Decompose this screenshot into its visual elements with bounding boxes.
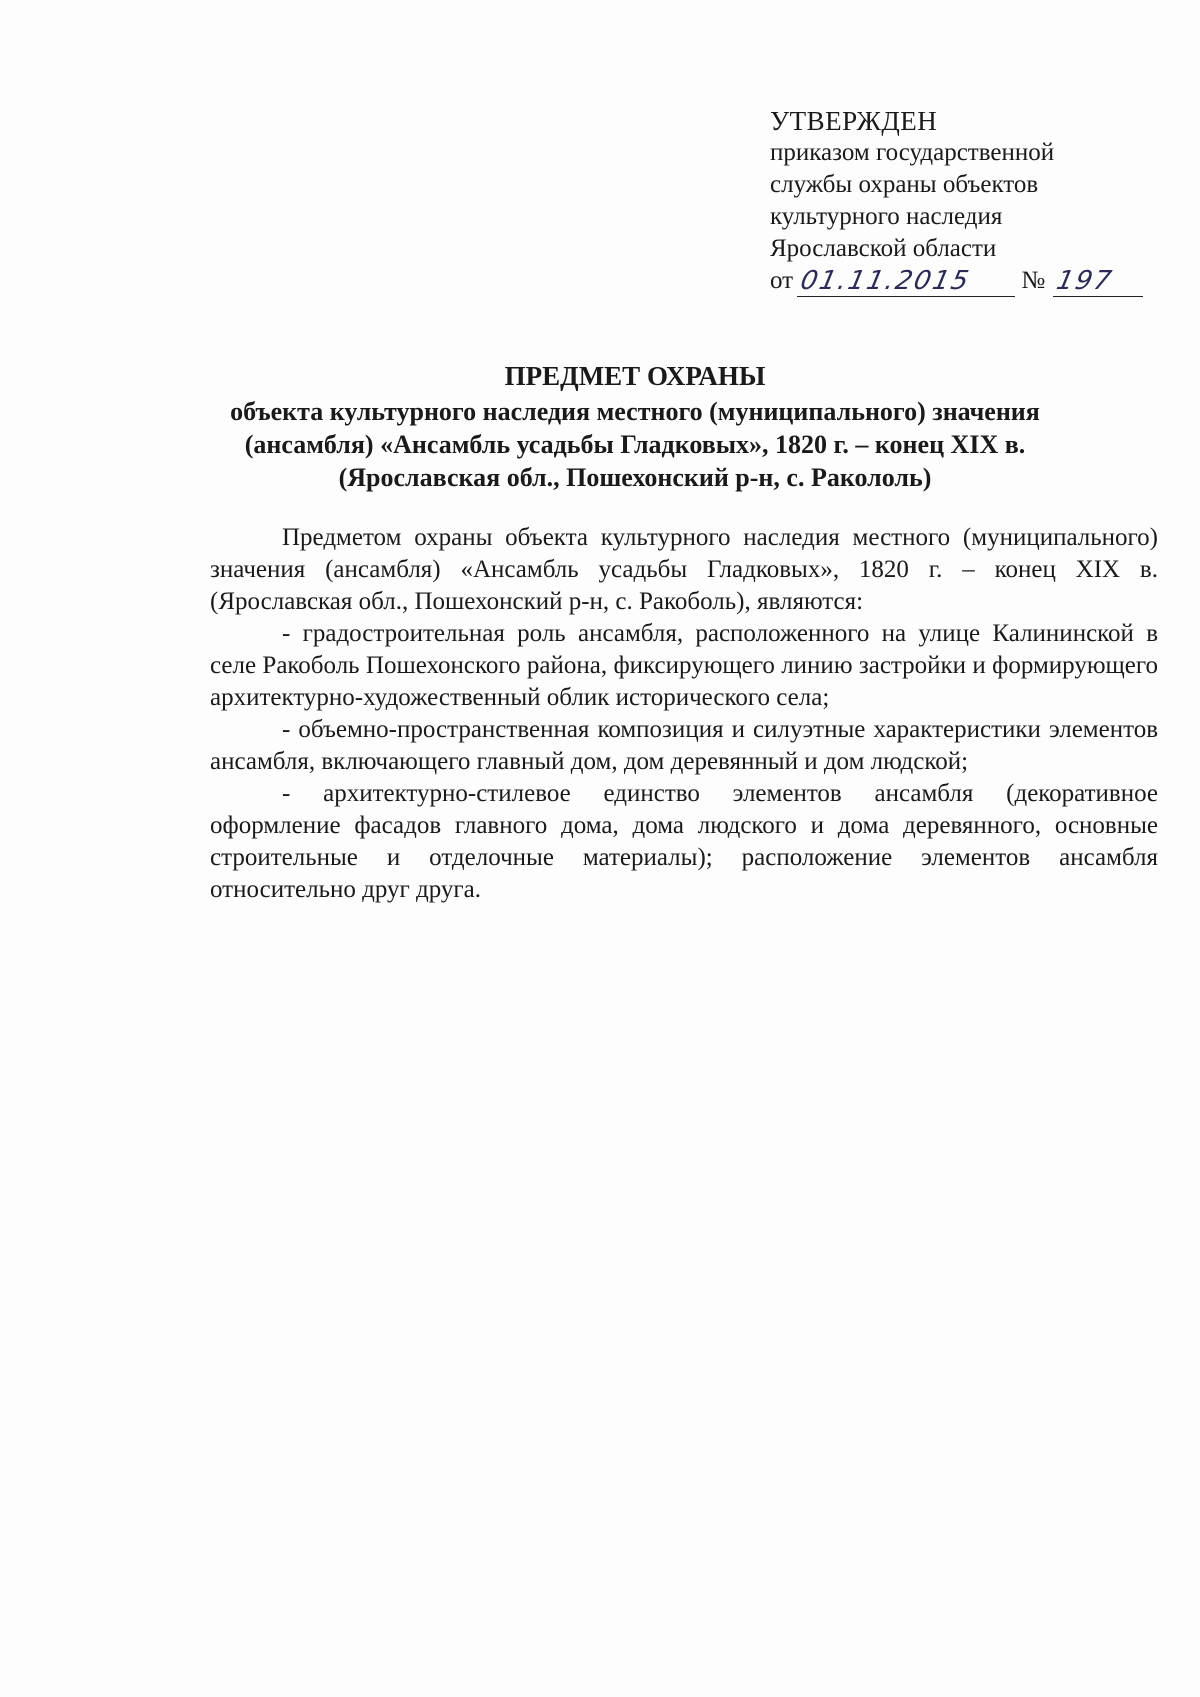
title-main: ПРЕДМЕТ ОХРАНЫ (504, 361, 766, 391)
approval-line-2: службы охраны объектов (770, 171, 1039, 198)
approval-line-3: культурного наследия (770, 203, 1003, 230)
number-prefix: № (1021, 267, 1046, 294)
protection-item-3: - архитектурно-стилевое единство элементов ансамбля (декоративное оформление фасадов главного дома, дома людского и дома деревянного, основные строительные и отделочные материалы); расположение элементов ансамбля относительно друг друга. (210, 780, 1158, 903)
title-line-3: (Ярославская обл., Пошехонский р-н, с. Ракололь) (338, 463, 932, 492)
handwritten-number: 197 (1054, 266, 1117, 296)
date-field (797, 266, 1015, 297)
document-title (200, 360, 1200, 494)
approval-date-number-row (770, 265, 1150, 299)
approval-heading: УТВЕРЖДЕН (770, 106, 938, 136)
protection-item-1: - градостроительная роль ансамбля, расположенного на улице Калининской в селе Ракоболь Пошехонского района, фиксирующего линию застройки и формирующего архитектурно-художественный облик исторического села; (210, 620, 1158, 711)
number-field (1053, 266, 1143, 297)
approval-line-1: приказом государственной (770, 139, 1055, 166)
title-line-2: (ансамбля) «Ансамбль усадьбы Гладковых», 1820 г. – конец XIX в. (244, 430, 1026, 459)
title-line-1: объекта культурного наследия местного (муниципального) значения (230, 397, 1040, 426)
document-body (210, 522, 1158, 906)
date-prefix: от (770, 267, 794, 294)
approval-line-4: Ярославской области (770, 235, 997, 262)
protection-item-2: - объемно-пространственная композиция и силуэтные характеристики элементов ансамбля, включающего главный дом, дом деревянный и дом людской; (210, 716, 1158, 775)
intro-paragraph: Предметом охраны объекта культурного наследия местного (муниципального) значения (ансамбля) «Ансамбль усадьбы Гладковых», 1820 г. – конец XIX в. (Ярославская обл., Пошехонский р-н, с. Ракоболь), являются: (210, 524, 1158, 615)
handwritten-date: 01.11.2015 (797, 266, 974, 296)
approval-block (770, 105, 1150, 299)
